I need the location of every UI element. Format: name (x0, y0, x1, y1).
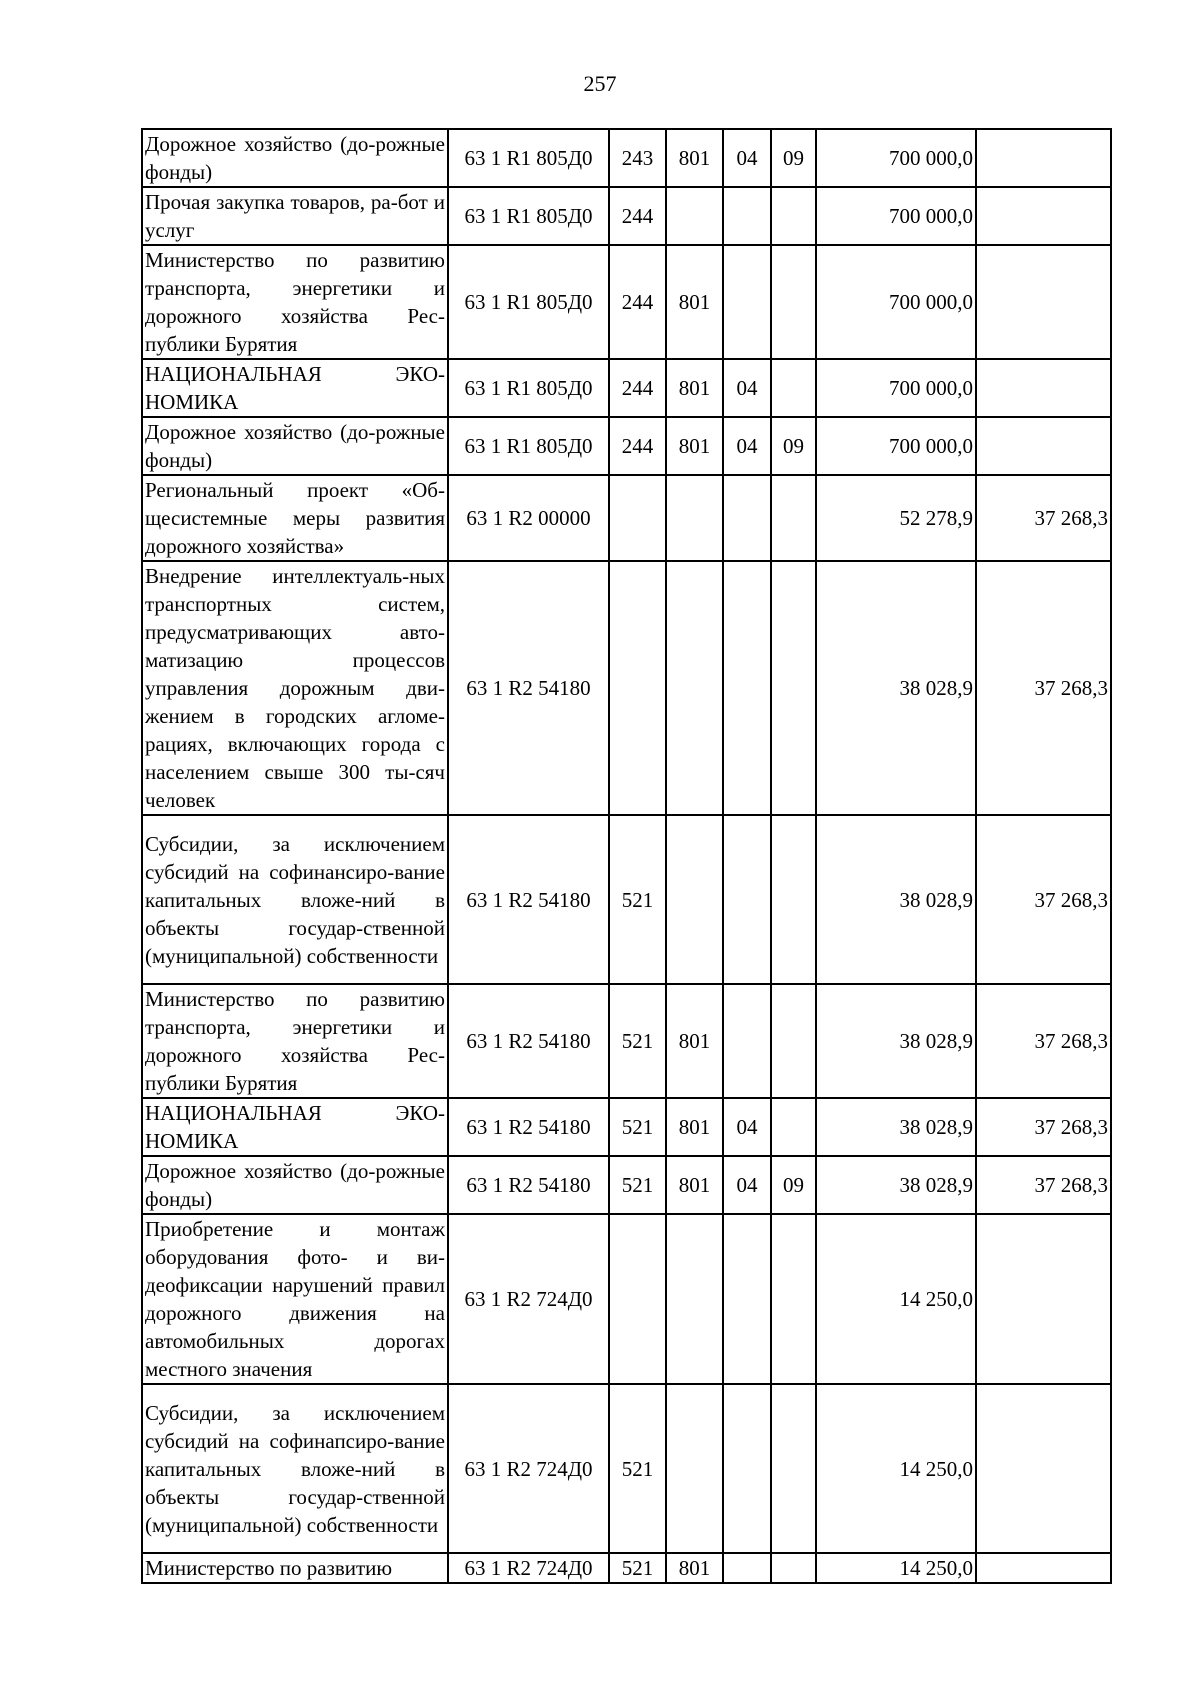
row-name-cell: Субсидии, за исключением субсидий на софинансиро-вание капитальных вложе-ний в объекты государ-ственной (муниципальной) собственности (142, 815, 448, 984)
subsection-code-cell (771, 1098, 816, 1156)
expense-type-code-cell: 243 (609, 129, 666, 187)
page-number: 257 (583, 71, 617, 96)
amount-cell: 700 000,0 (816, 129, 976, 187)
expense-type-code-cell: 521 (609, 1156, 666, 1214)
row-name-cell: Региональный проект «Об-щесистемные меры развития дорожного хозяйства» (142, 475, 448, 561)
federal-amount-cell: 37 268,3 (976, 815, 1111, 984)
federal-amount-cell: 37 268,3 (976, 1156, 1111, 1214)
administrator-code-cell (666, 815, 723, 984)
administrator-code-cell: 801 (666, 245, 723, 359)
subsection-code-cell (771, 561, 816, 815)
section-code-cell (723, 1384, 771, 1553)
administrator-code-cell: 801 (666, 359, 723, 417)
row-name-cell: Прочая закупка товаров, ра-бот и услуг (142, 187, 448, 245)
amount-cell: 38 028,9 (816, 1156, 976, 1214)
subsection-code-cell (771, 984, 816, 1098)
table-row (142, 1553, 1111, 1583)
budget-table-body (142, 129, 1111, 1583)
section-code-cell: 04 (723, 359, 771, 417)
table-row (142, 475, 1111, 561)
section-code-cell (723, 1214, 771, 1384)
administrator-code-cell (666, 187, 723, 245)
table-row (142, 1098, 1111, 1156)
administrator-code-cell (666, 1384, 723, 1553)
subsection-code-cell (771, 1214, 816, 1384)
target-article-code-cell: 63 1 R2 00000 (448, 475, 609, 561)
target-article-code-cell: 63 1 R1 805Д0 (448, 359, 609, 417)
amount-cell: 14 250,0 (816, 1553, 976, 1583)
target-article-code-cell: 63 1 R2 724Д0 (448, 1384, 609, 1553)
expense-type-code-cell: 521 (609, 1553, 666, 1583)
section-code-cell (723, 245, 771, 359)
administrator-code-cell (666, 1214, 723, 1384)
subsection-code-cell: 09 (771, 1156, 816, 1214)
table-row (142, 245, 1111, 359)
subsection-code-cell (771, 1553, 816, 1583)
table-row (142, 984, 1111, 1098)
row-name-cell: Дорожное хозяйство (до-рожные фонды) (142, 129, 448, 187)
federal-amount-cell: 37 268,3 (976, 984, 1111, 1098)
federal-amount-cell: 37 268,3 (976, 1098, 1111, 1156)
administrator-code-cell (666, 475, 723, 561)
section-code-cell (723, 815, 771, 984)
target-article-code-cell: 63 1 R2 54180 (448, 561, 609, 815)
federal-amount-cell (976, 1553, 1111, 1583)
table-row (142, 815, 1111, 984)
target-article-code-cell: 63 1 R2 724Д0 (448, 1553, 609, 1583)
federal-amount-cell (976, 417, 1111, 475)
section-code-cell: 04 (723, 417, 771, 475)
row-name-cell: Министерство по развитию транспорта, энергетики и дорожного хозяйства Рес-публики Бурятия (142, 984, 448, 1098)
row-name-cell: Министерство по развитию (142, 1553, 448, 1583)
expense-type-code-cell: 521 (609, 815, 666, 984)
administrator-code-cell: 801 (666, 129, 723, 187)
target-article-code-cell: 63 1 R2 54180 (448, 1098, 609, 1156)
section-code-cell (723, 1553, 771, 1583)
amount-cell: 700 000,0 (816, 245, 976, 359)
row-name-cell: НАЦИОНАЛЬНАЯ ЭКО-НОМИКА (142, 1098, 448, 1156)
federal-amount-cell (976, 359, 1111, 417)
expense-type-code-cell (609, 475, 666, 561)
section-code-cell (723, 187, 771, 245)
target-article-code-cell: 63 1 R2 54180 (448, 1156, 609, 1214)
subsection-code-cell (771, 187, 816, 245)
row-name-cell: Дорожное хозяйство (до-рожные фонды) (142, 417, 448, 475)
expense-type-code-cell: 521 (609, 1384, 666, 1553)
federal-amount-cell (976, 129, 1111, 187)
administrator-code-cell: 801 (666, 417, 723, 475)
row-name-cell: Дорожное хозяйство (до-рожные фонды) (142, 1156, 448, 1214)
amount-cell: 14 250,0 (816, 1214, 976, 1384)
table-row (142, 417, 1111, 475)
administrator-code-cell (666, 561, 723, 815)
target-article-code-cell: 63 1 R2 724Д0 (448, 1214, 609, 1384)
amount-cell: 700 000,0 (816, 187, 976, 245)
subsection-code-cell: 09 (771, 417, 816, 475)
subsection-code-cell (771, 245, 816, 359)
subsection-code-cell (771, 475, 816, 561)
subsection-code-cell (771, 1384, 816, 1553)
amount-cell: 52 278,9 (816, 475, 976, 561)
row-name-cell: Приобретение и монтаж оборудования фото- и ви-деофиксации нарушений правил дорожного движения на автомобильных дорогах местного значения (142, 1214, 448, 1384)
subsection-code-cell: 09 (771, 129, 816, 187)
administrator-code-cell: 801 (666, 1553, 723, 1583)
expense-type-code-cell: 521 (609, 1098, 666, 1156)
amount-cell: 14 250,0 (816, 1384, 976, 1553)
amount-cell: 700 000,0 (816, 417, 976, 475)
amount-cell: 38 028,9 (816, 815, 976, 984)
expense-type-code-cell: 244 (609, 417, 666, 475)
table-row (142, 359, 1111, 417)
expense-type-code-cell (609, 561, 666, 815)
target-article-code-cell: 63 1 R1 805Д0 (448, 417, 609, 475)
administrator-code-cell: 801 (666, 1098, 723, 1156)
expense-type-code-cell: 244 (609, 245, 666, 359)
target-article-code-cell: 63 1 R1 805Д0 (448, 129, 609, 187)
section-code-cell: 04 (723, 1156, 771, 1214)
row-name-cell: НАЦИОНАЛЬНАЯ ЭКО-НОМИКА (142, 359, 448, 417)
federal-amount-cell (976, 245, 1111, 359)
expense-type-code-cell (609, 1214, 666, 1384)
section-code-cell (723, 984, 771, 1098)
expense-type-code-cell: 244 (609, 359, 666, 417)
amount-cell: 700 000,0 (816, 359, 976, 417)
expense-type-code-cell: 521 (609, 984, 666, 1098)
amount-cell: 38 028,9 (816, 984, 976, 1098)
section-code-cell (723, 475, 771, 561)
table-row (142, 1384, 1111, 1553)
subsection-code-cell (771, 815, 816, 984)
federal-amount-cell: 37 268,3 (976, 475, 1111, 561)
target-article-code-cell: 63 1 R2 54180 (448, 815, 609, 984)
subsection-code-cell (771, 359, 816, 417)
federal-amount-cell (976, 1214, 1111, 1384)
table-row (142, 1214, 1111, 1384)
row-name-cell: Министерство по развитию транспорта, энергетики и дорожного хозяйства Рес-публики Бурятия (142, 245, 448, 359)
target-article-code-cell: 63 1 R2 54180 (448, 984, 609, 1098)
target-article-code-cell: 63 1 R1 805Д0 (448, 245, 609, 359)
section-code-cell: 04 (723, 129, 771, 187)
section-code-cell (723, 561, 771, 815)
row-name-cell: Внедрение интеллектуаль-ных транспортных систем, предусматривающих авто-матизацию процессов управления дорожным дви-жением в городских агломе-рациях, включающих города с населением свыше 300 ты-сяч человек (142, 561, 448, 815)
section-code-cell: 04 (723, 1098, 771, 1156)
table-row (142, 561, 1111, 815)
federal-amount-cell: 37 268,3 (976, 561, 1111, 815)
administrator-code-cell: 801 (666, 984, 723, 1098)
table-row (142, 1156, 1111, 1214)
table-row (142, 129, 1111, 187)
target-article-code-cell: 63 1 R1 805Д0 (448, 187, 609, 245)
federal-amount-cell (976, 1384, 1111, 1553)
budget-table (141, 128, 1112, 1584)
amount-cell: 38 028,9 (816, 561, 976, 815)
administrator-code-cell: 801 (666, 1156, 723, 1214)
federal-amount-cell (976, 187, 1111, 245)
row-name-cell: Субсидии, за исключением субсидий на софинапсиро-вание капитальных вложе-ний в объекты государ-ственной (муниципальной) собственности (142, 1384, 448, 1553)
expense-type-code-cell: 244 (609, 187, 666, 245)
table-row (142, 187, 1111, 245)
amount-cell: 38 028,9 (816, 1098, 976, 1156)
